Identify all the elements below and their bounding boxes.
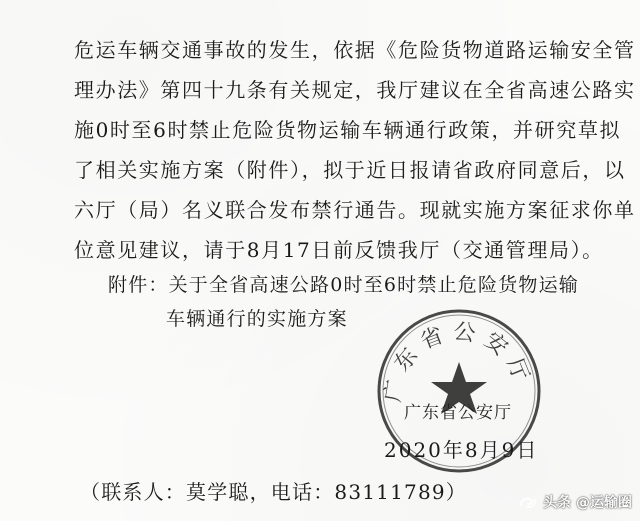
source-watermark bbox=[519, 489, 632, 515]
body-line-6: 位意见建议，请于8月17日前反馈我厅（交通管理局）。 bbox=[74, 238, 604, 262]
body-line-3: 施0时至6时禁止危险货物运输车辆通行政策，并研究草拟 bbox=[74, 118, 622, 142]
attachment-line-2: 车辆通行的实施方案 bbox=[166, 308, 348, 330]
body-line-2: 理办法》第四十九条有关规定，我厅建议在全省高速公路实 bbox=[74, 78, 636, 102]
body-line-4: 了相关实施方案（附件），拟于近日报请省政府同意后，以 bbox=[74, 158, 626, 182]
seal-bottom-text: 广东省公安厅 bbox=[404, 403, 512, 423]
body-line-5: 六厅（局）名义联合发布禁行通告。现就实施方案征求你单 bbox=[74, 198, 636, 222]
swirl-logo-icon bbox=[519, 495, 537, 509]
seal-arc-text: 广东省公安厅 bbox=[380, 319, 537, 404]
document-date: 2020年8月9日 bbox=[384, 438, 539, 462]
contact-line: （联系人：莫学聪，电话：83111789） bbox=[80, 480, 467, 504]
body-line-1: 危运车辆交通事故的发生，依据《危险货物道路运输安全管 bbox=[74, 38, 636, 62]
watermark-text: 头条 @运输圈 bbox=[543, 495, 632, 511]
attachment-line-1: 附件：关于全省高速公路0时至6时禁止危险货物运输 bbox=[108, 274, 579, 296]
